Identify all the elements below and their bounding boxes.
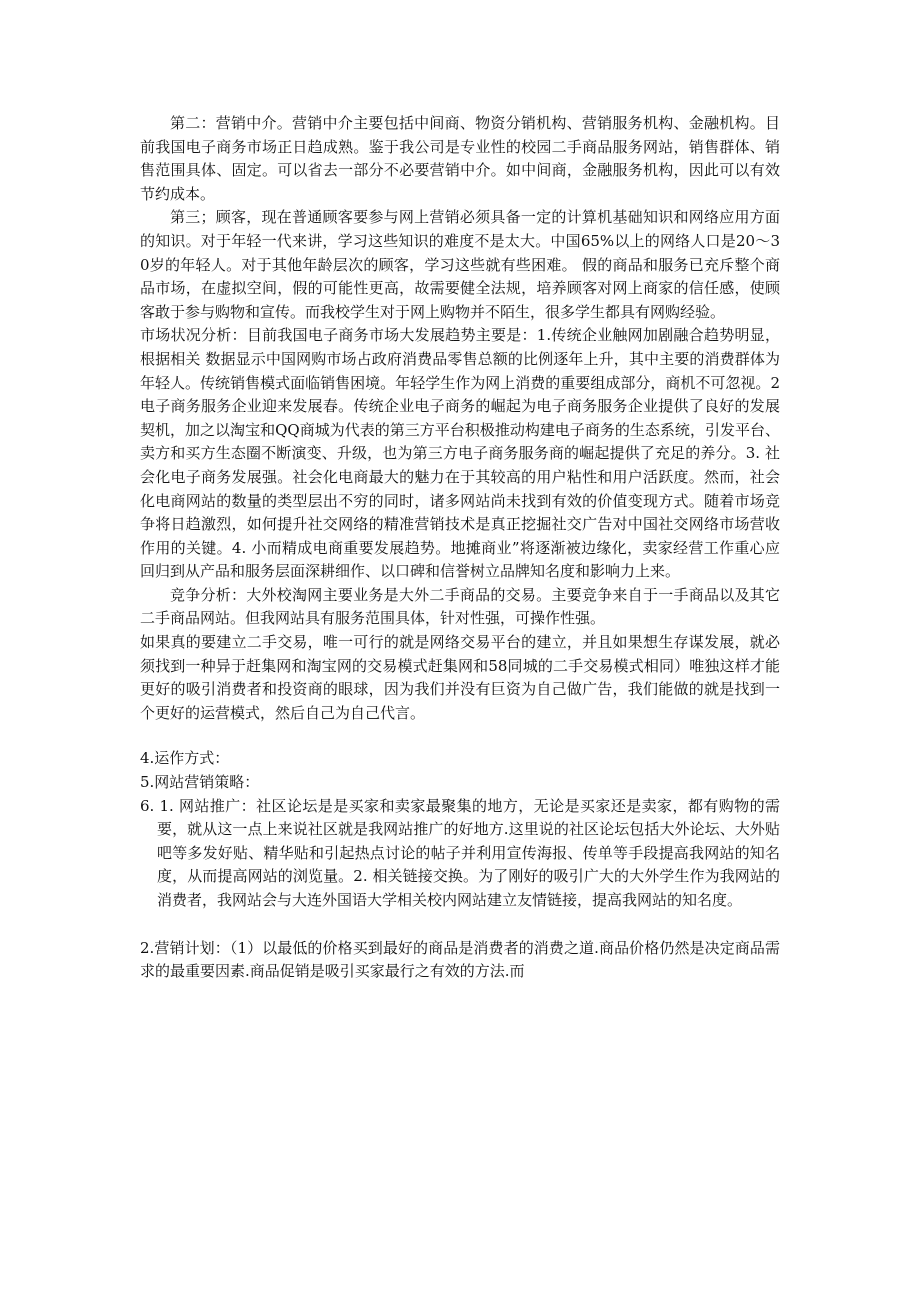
blank-line [140, 725, 780, 747]
section-heading-marketing-strategy: 5.网站营销策略： [140, 773, 260, 792]
paragraph-competition-analysis: 竞争分析：大外校淘网主要业务是大外二手商品的交易。主要竞争来自于一手商品以及其它二手商品网站。但我网站具有服务范围具体，针对性强，可操作性强。 [140, 585, 780, 628]
document-body [140, 112, 780, 984]
blank-line [140, 913, 780, 937]
paragraph-customers: 第三；顾客，现在普通顾客要参与网上营销必须具备一定的计算机基础知识和网络应用方面的知识。对于年轻一代来讲，学习这些知识的难度不是太大。中国65%以上的网络人口是20～30岁的年轻人。对于其他年龄层次的顾客，学习这些就有些困难。 假的商品和服务已充斥整个商品市场，在虚拟空间，假的可能性更高，故需要健全法规，培养顾客对网上商家的信任感，使顾客敢于参与购物和宣传。而我校学生对于网上购物并不陌生，很多学生都具有网购经验。 [140, 208, 780, 321]
paragraph-marketing-intermediary: 第二：营销中介。营销中介主要包括中间商、物资分销机构、营销服务机构、金融机构。目前我国电子商务市场正日趋成熟。鉴于我公司是专业性的校园二手商品服务网站，销售群体、销售范围具体、固定。可以省去一部分不必要营销中介。如中间商，金融服务机构，因此可以有效节约成本。 [140, 114, 780, 203]
paragraph-market-analysis: 市场状况分析：目前我国电子商务市场大发展趋势主要是：1.传统企业触网加剧融合趋势明显，根据相关 数据显示中国网购市场占政府消费品零售总额的比例逐年上升，其中主要的消费群体为年轻人。传统销售模式面临销售困境。年轻学生作为网上消费的重要组成部分，商机不可忽视。2电子商务服务企业迎来发展春。传统企业电子商务的崛起为电子商务服务企业提供了良好的发展契机，加之以淘宝和QQ商城为代表的第三方平台积极推动构建电子商务的生态系统，引发平台、卖方和买方生态圈不断演变、升级，也为第三方电子商务服务商的崛起提供了充足的养分。3. 社会化电子商务发展强。社会化电商最大的魅力在于其较高的用户粘性和用户活跃度。然而，社会化电商网站的数量的类型层出不穷的同时，诸多网站尚未找到有效的价值变现方式。随着市场竞争将日趋激烈，如何提升社交网络的精准营销技术是真正挖掘社交广告对中国社交网络市场营收作用的关键。4. 小而精成电商重要发展趋势。地摊商业”将逐渐被边缘化，卖家经营工作重心应回归到从产品和服务层面深耕细作、以口碑和信誉树立品牌知名度和影响力上来。 [140, 326, 780, 581]
paragraph-marketing-plan: 2.营销计划：（1）以最低的价格买到最好的商品是消费者的消费之道.商品价格仍然是决定商品需求的最重要因素.商品促销是吸引买家最行之有效的方法.而 [140, 938, 780, 981]
section-heading-operation-mode: 4.运作方式： [140, 749, 230, 768]
paragraph-second-hand-trading: 如果真的要建立二手交易，唯一可行的就是网络交易平台的建立，并且如果想生存谋发展，就必须找到一种异于赶集网和淘宝网的交易模式赶集网和58同城的二手交易模式相同）唯独这样才能更好的吸引消费者和投资商的眼球，因为我们并没有巨资为自己做广告，我们能做的就是找到一个更好的运营模式，然后自己为自己代言。 [140, 633, 780, 722]
list-item-website-promotion: 6. 1. 网站推广：社区论坛是是买家和卖家最聚集的地方，无论是买家还是卖家，都有购物的需要，就从这一点上来说社区就是我网站推广的好地方.这里说的社区论坛包括大外论坛、大外贴吧等多发好贴、精华贴和引起热点讨论的帖子并利用宣传海报、传单等手段提高我网站的知名度，从而提高网站的浏览量。2. 相关链接交换。为了刚好的吸引广大的大外学生作为我网站的消费者，我网站会与大连外国语大学相关校内网站建立友情链接，提高我网站的知名度。 [140, 796, 780, 909]
